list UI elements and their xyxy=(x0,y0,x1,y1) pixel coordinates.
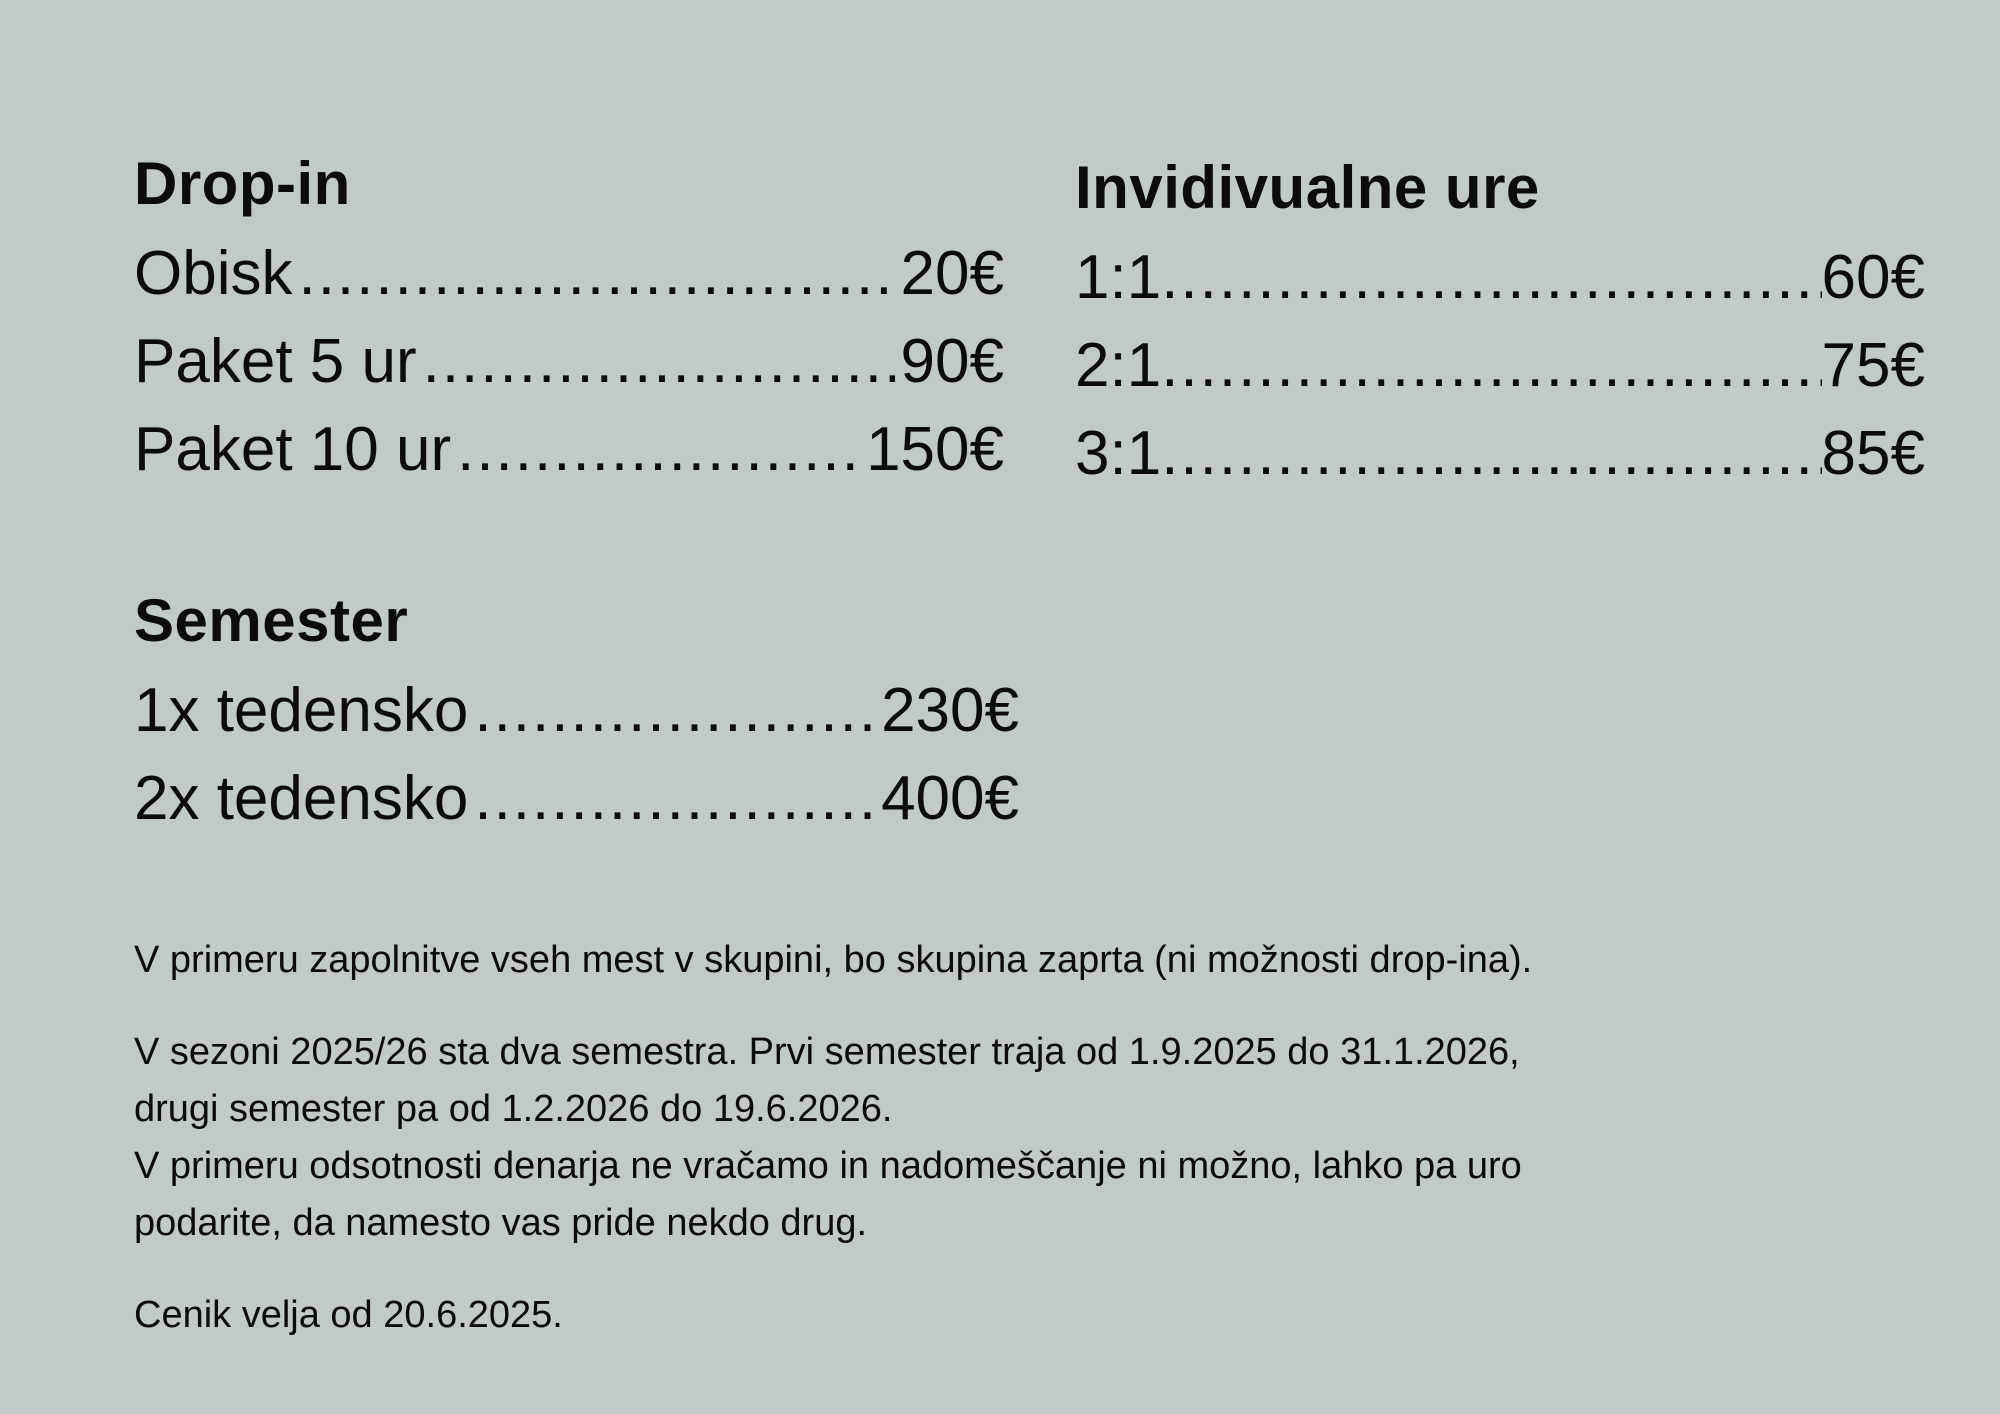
price-value: 85€ xyxy=(1821,419,1925,488)
price-row-obisk xyxy=(134,230,1004,318)
notes-section xyxy=(134,932,1934,1379)
note-absence-line-2: podarite, da namesto vas pride nekdo drug. xyxy=(134,1202,868,1244)
note-season-line-2: drugi semester pa od 1.2.2026 do 19.6.2026. xyxy=(134,1088,893,1130)
dot-leader xyxy=(298,230,894,318)
drop-in-section xyxy=(134,148,1014,494)
price-label: 2x tedensko xyxy=(134,764,469,833)
price-label: 2:1 xyxy=(1075,331,1162,400)
price-row-paket-10 xyxy=(134,406,1004,494)
dot-leader xyxy=(474,667,875,755)
price-label: Paket 10 ur xyxy=(134,415,452,484)
note-valid-from: Cenik velja od 20.6.2025. xyxy=(134,1294,563,1336)
price-label: Paket 5 ur xyxy=(134,327,417,396)
price-value: 60€ xyxy=(1821,243,1925,312)
note-full-groups: V primeru zapolnitve vseh mest v skupini, bo skupina zaprta (ni možnosti drop-ina). xyxy=(134,939,1533,981)
individual-heading: Invidivualne ure xyxy=(1075,154,1540,221)
drop-in-heading: Drop-in xyxy=(134,150,351,217)
price-row-1x-tedensko xyxy=(134,667,1019,755)
price-row-2-1 xyxy=(1075,322,1925,410)
price-value: 20€ xyxy=(900,239,1004,308)
price-label: Obisk xyxy=(134,239,293,308)
dot-leader xyxy=(1161,410,1821,498)
dot-leader xyxy=(474,755,875,843)
individual-section xyxy=(1075,152,1935,498)
dot-leader xyxy=(457,406,860,494)
price-value: 400€ xyxy=(881,764,1019,833)
price-value: 75€ xyxy=(1821,331,1925,400)
price-label: 1:1 xyxy=(1075,243,1162,312)
price-row-1-1 xyxy=(1075,234,1925,322)
dot-leader xyxy=(1161,322,1821,410)
price-row-paket-5 xyxy=(134,318,1004,406)
dot-leader xyxy=(1161,234,1821,322)
price-row-3-1 xyxy=(1075,410,1925,498)
dot-leader xyxy=(423,318,895,406)
price-label: 1x tedensko xyxy=(134,676,469,745)
note-absence-line-1: V primeru odsotnosti denarja ne vračamo in nadomeščanje ni možno, lahko pa uro xyxy=(134,1145,1522,1187)
semester-section xyxy=(134,585,1019,843)
price-value: 90€ xyxy=(900,327,1004,396)
price-value: 230€ xyxy=(881,676,1019,745)
semester-heading: Semester xyxy=(134,587,409,654)
price-row-2x-tedensko xyxy=(134,755,1019,843)
price-value: 150€ xyxy=(866,415,1004,484)
note-season-line-1: V sezoni 2025/26 sta dva semestra. Prvi semester traja od 1.9.2025 do 31.1.2026, xyxy=(134,1031,1520,1073)
price-label: 3:1 xyxy=(1075,419,1162,488)
